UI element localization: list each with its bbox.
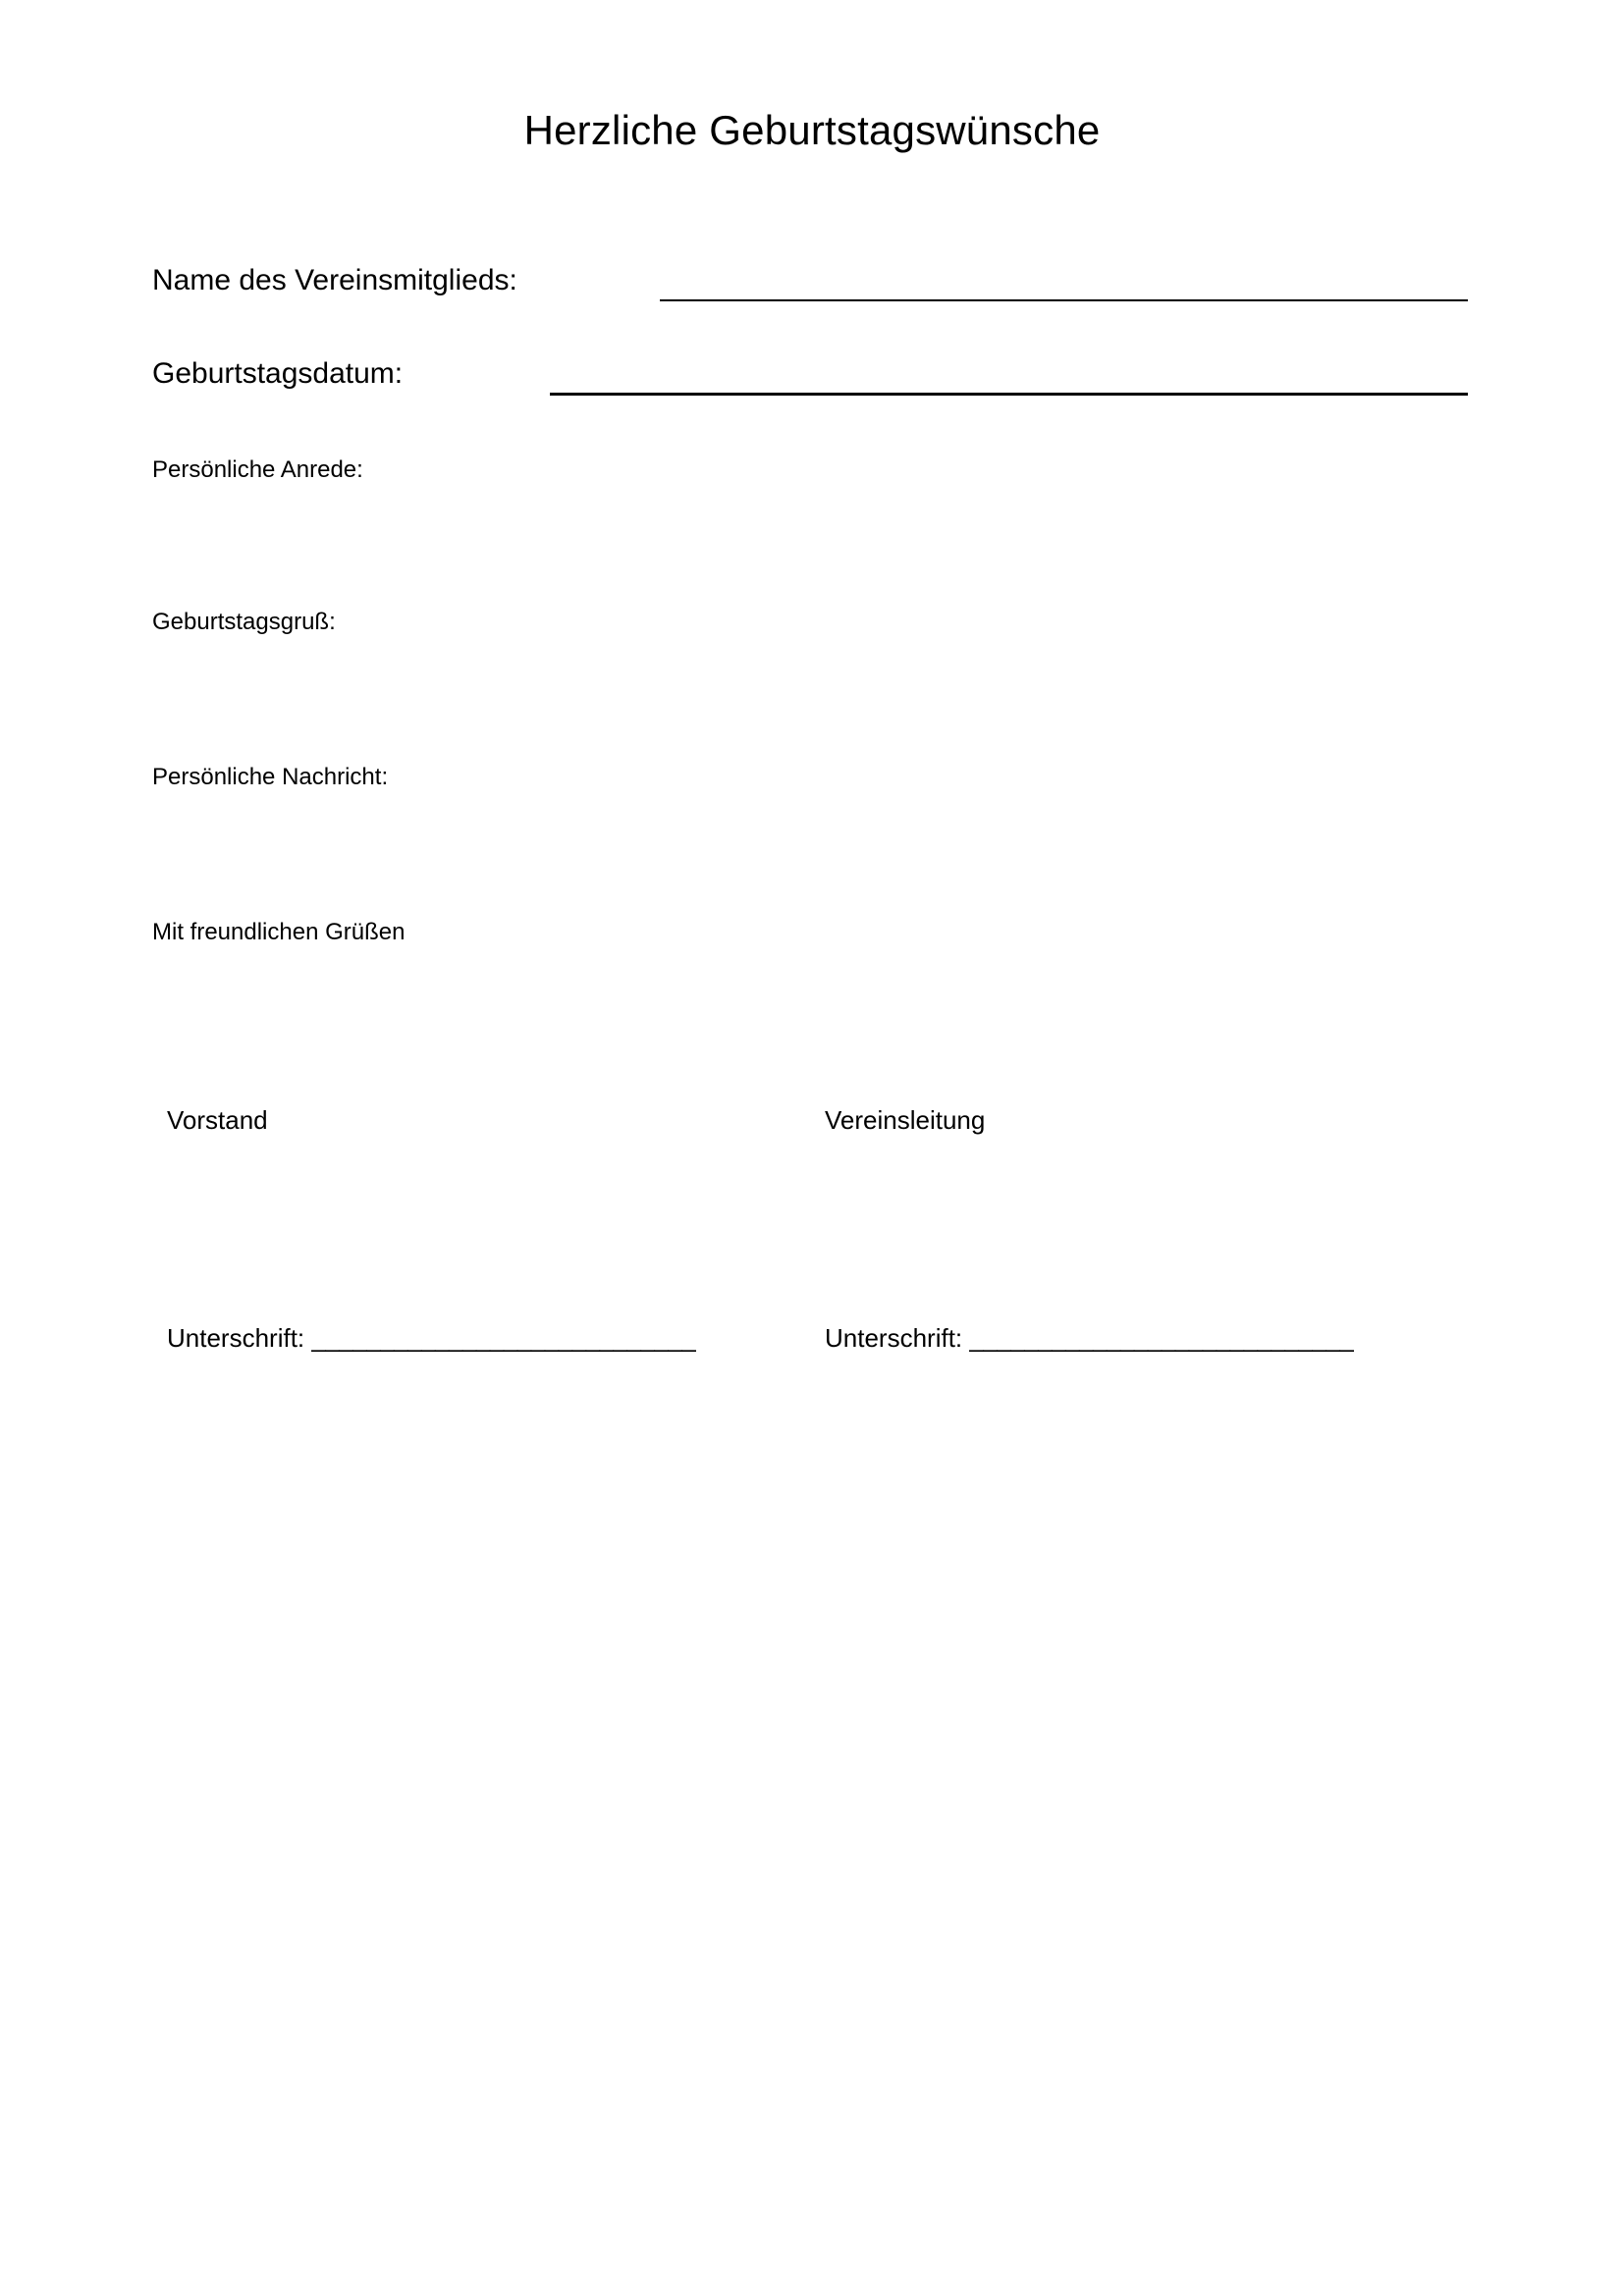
signature-line-right <box>825 1323 1353 1354</box>
signature-role-vorstand: Vorstand <box>167 1105 268 1135</box>
closing-phrase: Mit freundlichen Grüßen <box>152 919 406 945</box>
signature-label-left: Unterschrift: <box>167 1323 305 1353</box>
signature-role-vereinsleitung: Vereinsleitung <box>825 1105 986 1135</box>
signature-label-right: Unterschrift: <box>825 1323 963 1353</box>
personal-message-label: Persönliche Nachricht: <box>152 764 389 790</box>
signature-blank-left[interactable]: ____________________________ <box>311 1323 696 1353</box>
birthday-date-input-rule[interactable] <box>550 393 1468 396</box>
signature-blank-right[interactable]: ____________________________ <box>969 1323 1354 1353</box>
birthday-date-label: Geburtstagsdatum: <box>152 357 404 390</box>
page-title: Herzliche Geburtstagswünsche <box>523 107 1101 153</box>
signature-line-left <box>167 1323 695 1354</box>
member-name-label: Name des Vereinsmitglieds: <box>152 264 517 296</box>
member-name-input-rule[interactable] <box>660 299 1468 301</box>
personal-salutation-label: Persönliche Anrede: <box>152 456 363 483</box>
birthday-greeting-label: Geburtstagsgruß: <box>152 609 336 635</box>
